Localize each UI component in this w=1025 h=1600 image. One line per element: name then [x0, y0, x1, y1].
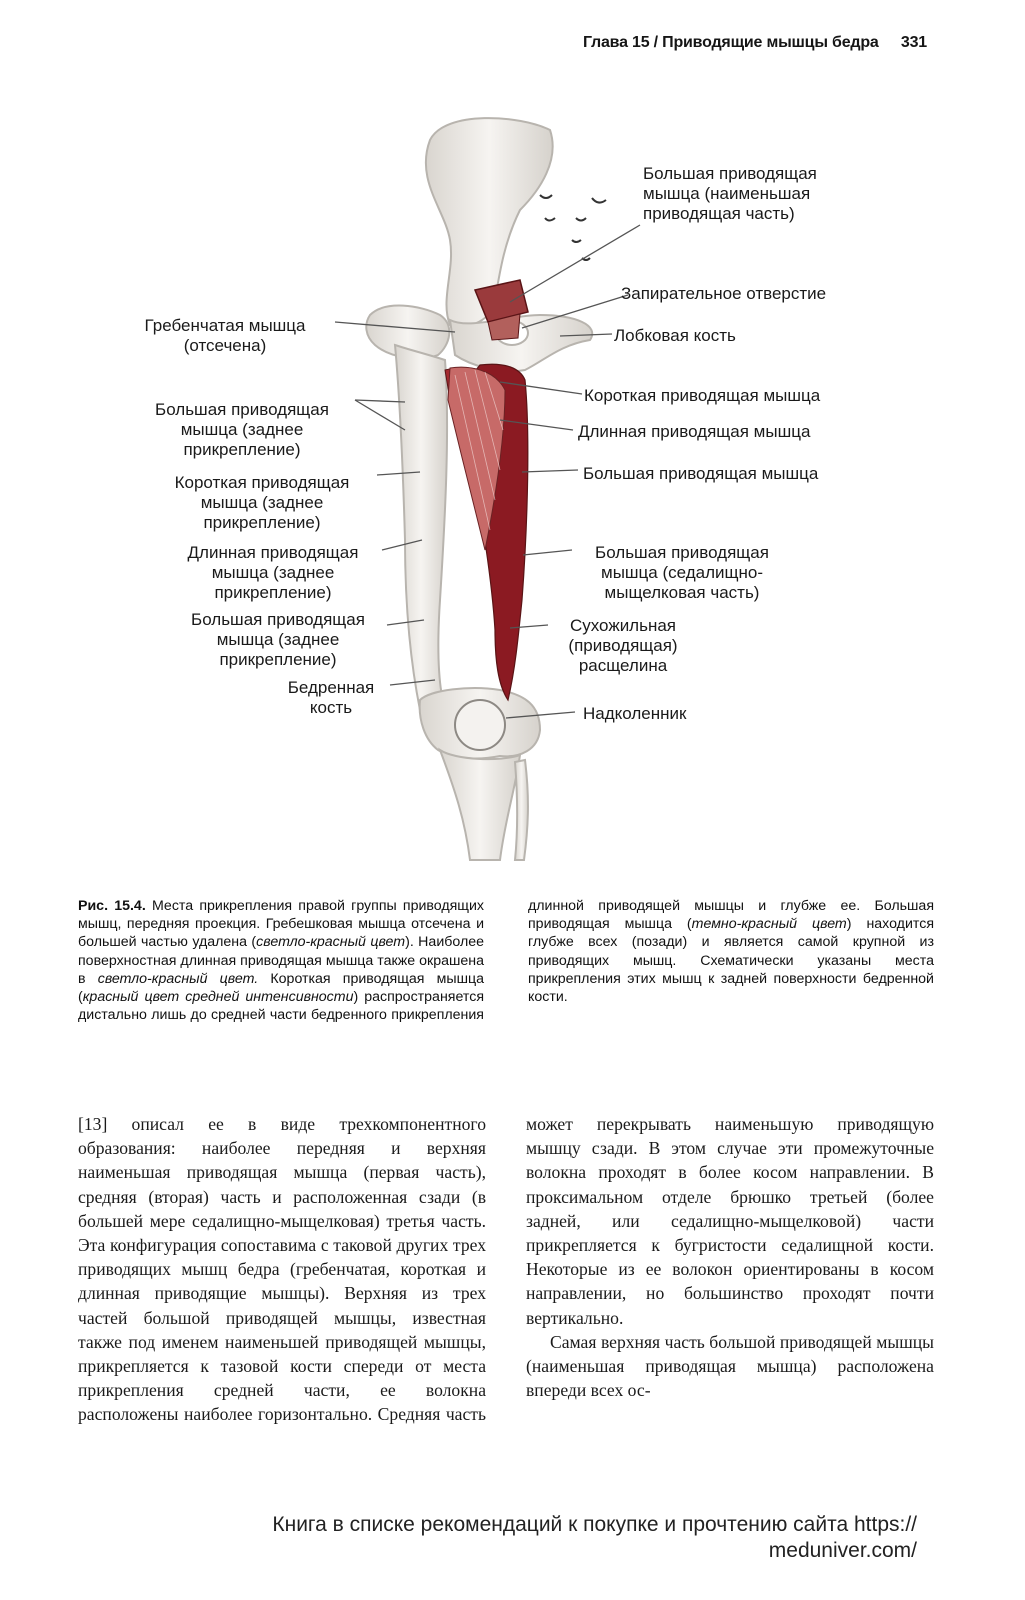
label-pubic-bone: Лобковая кость	[614, 326, 736, 345]
caption-italic-3: красный цвет средней интенсивности	[82, 989, 354, 1006]
caption-text-5: ) находится глубже всех (позади) и является самой крупной из приводящих мышц. Схематически указаны места прикрепления этих мышц к задней поверхности бедренной кости.	[528, 916, 934, 1006]
label-adductor-hiatus: Сухожильная (приводящая) расщелина	[568, 616, 678, 675]
label-adductor-brevis: Короткая приводящая мышца	[584, 386, 821, 405]
label-magnus-posterior-2: Большая приводящая мышца (заднее прикреплениe)	[191, 610, 365, 669]
label-femur: Бедренная кость	[287, 678, 375, 717]
caption-text-2: ). Наиболее поверхностная длинная приводящая мышца также окрашена в	[78, 934, 485, 987]
label-adductor-magnus: Большая приводящая мышца	[583, 464, 819, 483]
label-magnus-posterior-1: Большая приводящая мышца (заднее прикрепление)	[155, 400, 329, 459]
label-brevis-posterior: Короткая приводящая мышца (заднее прикрепление)	[174, 473, 350, 532]
caption-figure-number: Рис. 15.4.	[78, 898, 146, 914]
footer-watermark: Книга в списке рекомендаций к покупке и прочтению сайта https:// meduniver.com/	[272, 1513, 917, 1562]
chapter-title: Глава 15 / Приводящие мышцы бедра	[582, 34, 879, 51]
label-pectineus: Гребенчатая мышца (отсечена)	[144, 316, 306, 355]
label-magnus-ischiocondylar: Большая приводящая мышца (седалищно- мыщелковая часть)	[595, 543, 769, 602]
label-obturator-foramen: Запирательное отверстие	[621, 284, 827, 303]
caption-italic-4: темно-красный цвет	[691, 916, 847, 933]
body-paragraph-2: Самая верхняя часть большой приводящей мышцы (наименьшая приводящая мышца) расположена впереди всех ос-	[526, 1331, 934, 1401]
caption-text-1: Места прикрепления правой группы приводящих мышц, передняя проекция. Гребешковая мышца отсечена и большей частью удалена (	[78, 898, 484, 951]
label-adductor-minimus: Большая приводящая мышца (наименьшая приводящая часть)	[643, 164, 817, 223]
body-text	[78, 1112, 934, 1427]
page-number: 331	[900, 34, 927, 51]
caption-text-4: ) распространяется дистально лишь до средней части бедренного прикрепления длинной приводящей мышцы и глубже ее. Большая приводящая мышца (	[78, 898, 934, 1024]
running-header	[583, 34, 927, 52]
caption-text-3: Короткая приводящая мышца (	[78, 970, 484, 1006]
anatomy-figure	[0, 100, 1025, 880]
femur-shaft	[395, 345, 447, 710]
label-adductor-longus: Длинная приводящая мышца	[578, 422, 811, 441]
label-patella: Надколенник	[583, 704, 687, 723]
figure-caption	[78, 897, 934, 1024]
caption-italic-1: светло-красный цвет	[256, 934, 406, 951]
tibia	[440, 750, 520, 860]
body-paragraph-1: [13] описал ее в виде трехкомпонентного образования: наиболее передняя и верхняя наименьшая приводящая мышца (первая часть), средняя (вторая) часть и расположенная сзади (в большей мере седалищно-мыщелковая) третья часть. Эта конфигурация сопоставима с таковой других трех приводящих мышц бедра (гребенчатая, короткая и длинная приводящие мышцы). Верхняя из трех частей большой приводящей мышцы, известная также под именем наименьшей приводящей мышцы, прикрепляется к тазовой кости спереди от места прикрепления средней части, ее волокна расположены наиболее горизонтально. Средняя часть может перекрывать наименьшую приводящую мышцу сзади. В этом случае эти промежуточные волокна проходят в более косом направлении. В проксимальном отделе брюшко третьей (более задней, или седалищно-мыщелковой) части прикрепляется к бугристости седалищной кости. Некоторые из ее волокон ориентированы в косом направлении, но большинство проходят почти вертикально.	[78, 1114, 934, 1425]
caption-italic-2: светло-красный цвет.	[97, 970, 259, 987]
patella	[455, 700, 505, 750]
fibula	[515, 760, 528, 860]
label-longus-posterior: Длинная приводящая мышца (заднее прикрепление)	[187, 543, 359, 602]
